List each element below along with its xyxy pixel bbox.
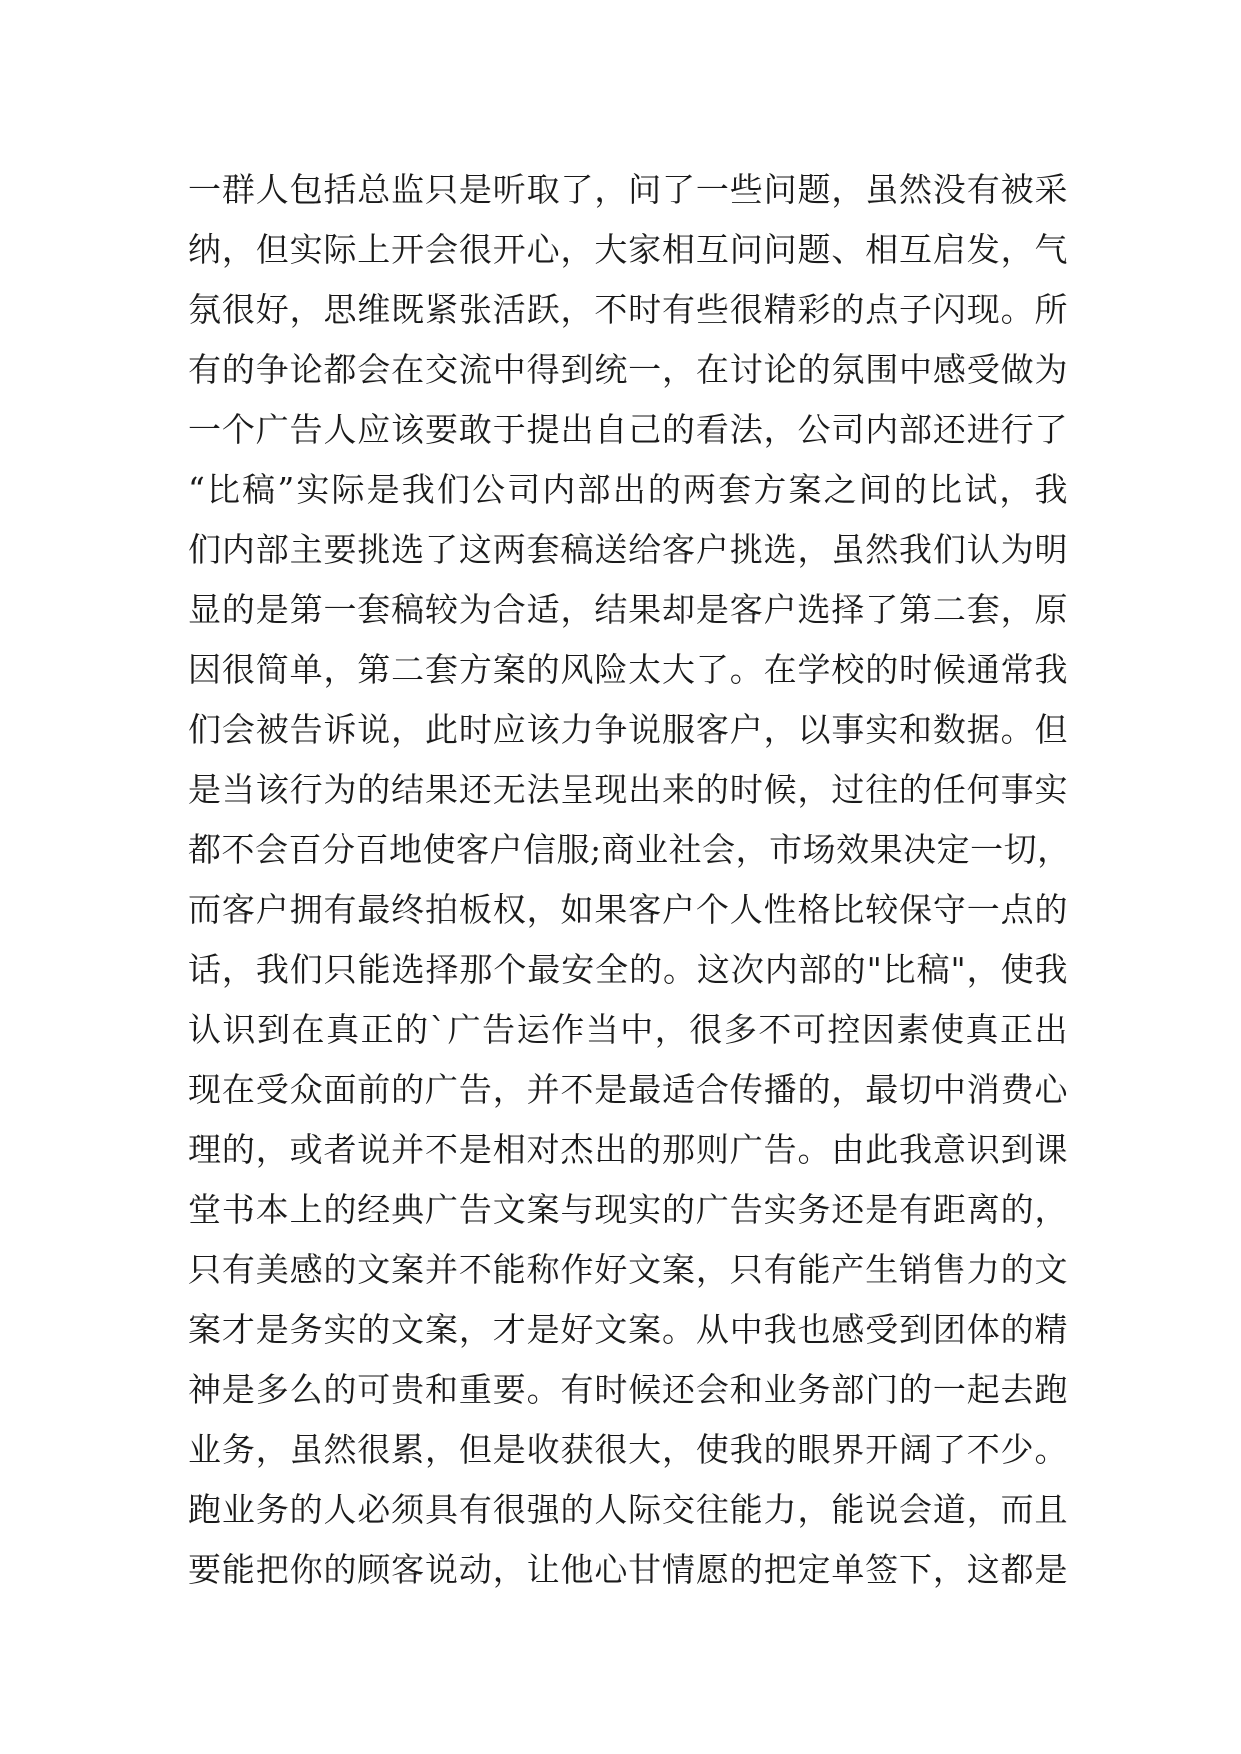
text-line: 们内部主要挑选了这两套稿送给客户挑选，虽然我们认为明: [188, 530, 1068, 569]
text-line: 现在受众面前的广告，并不是最适合传播的，最切中消费心: [188, 1070, 1068, 1109]
text-line: 都不会百分百地使客户信服;商业社会，市场效果决定一切，: [188, 830, 1071, 869]
text-line: 们会被告诉说，此时应该力争说服客户，以事实和数据。但: [188, 710, 1068, 749]
text-line: 氛很好，思维既紧张活跃，不时有些很精彩的点子闪现。所: [188, 290, 1068, 329]
text-line: 话，我们只能选择那个最安全的。这次内部的"比稿"，使我: [188, 950, 1068, 989]
text-line: 只有美感的文案并不能称作好文案，只有能产生销售力的文: [188, 1250, 1068, 1289]
text-line: 跑业务的人必须具有很强的人际交往能力，能说会道，而且: [188, 1490, 1068, 1529]
text-line: 要能把你的顾客说动，让他心甘情愿的把定单签下，这都是: [188, 1550, 1068, 1589]
text-line: 有的争论都会在交流中得到统一，在讨论的氛围中感受做为: [188, 350, 1068, 389]
text-line: 案才是务实的文案，才是好文案。从中我也感受到团体的精: [188, 1310, 1068, 1349]
text-line: 而客户拥有最终拍板权，如果客户个人性格比较保守一点的: [188, 890, 1068, 929]
text-line: 因很简单，第二套方案的风险太大了。在学校的时候通常我: [188, 650, 1068, 689]
text-line: 认识到在真正的`广告运作当中，很多不可控因素使真正出: [188, 1010, 1068, 1049]
text-line: 一个广告人应该要敢于提出自己的看法，公司内部还进行了: [188, 410, 1068, 449]
text-line: 纳，但实际上开会很开心，大家相互问问题、相互启发，气: [188, 230, 1068, 269]
text-line: 显的是第一套稿较为合适，结果却是客户选择了第二套，原: [188, 590, 1068, 629]
text-line: 堂书本上的经典广告文案与现实的广告实务还是有距离的，: [188, 1190, 1068, 1229]
text-line: 理的，或者说并不是相对杰出的那则广告。由此我意识到课: [188, 1130, 1068, 1169]
text-line: 一群人包括总监只是听取了，问了一些问题，虽然没有被采: [188, 170, 1068, 209]
text-line: 是当该行为的结果还无法呈现出来的时候，过往的任何事实: [188, 770, 1068, 809]
text-line: “比稿”实际是我们公司内部出的两套方案之间的比试，我: [188, 470, 1068, 509]
text-line: 业务，虽然很累，但是收获很大，使我的眼界开阔了不少。: [188, 1430, 1068, 1469]
text-line: 神是多么的可贵和重要。有时候还会和业务部门的一起去跑: [188, 1370, 1068, 1409]
body-text: [188, 160, 1071, 1600]
